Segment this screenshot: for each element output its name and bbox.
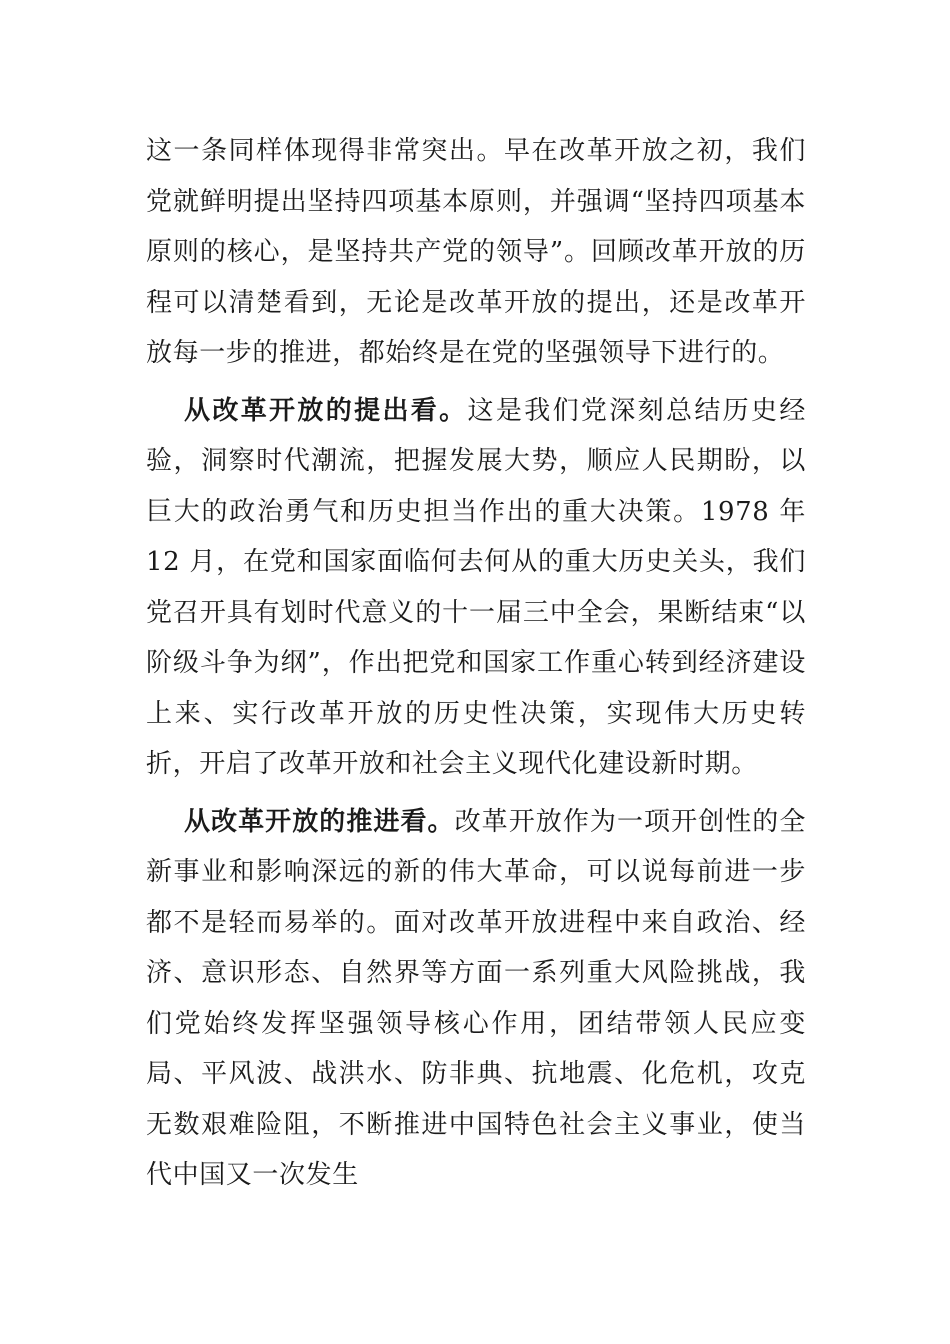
paragraph-text: 改革开放作为一项开创性的全新事业和影响深远的新的伟大革命，可以说每前进一步都不是轻而易举的。面对改革开放进程中来自政治、经济、意识形态、自然界等方面一系列重大风险挑战，我们党始终发挥坚强领导核心作用，团结带领人民应变局、平风波、战洪水、防非典、抗地震、化危机，攻克无数艰难险阻，不断推进中国特色社会主义事业，使当代中国又一次发生: [146, 806, 806, 1190]
paragraph-text: 这是我们党深刻总结历史经验，洞察时代潮流，把握发展大势，顺应人民期盼，以巨大的政治勇气和历史担当作出的重大决策。1978 年 12 月，在党和国家面临何去何从的重大历史关头，我们党召开具有划时代意义的十一届三中全会，果断结束“以阶级斗争为纲”，作出把党和国家工作重心转到经济建设上来、实行改革开放的历史性决策，实现伟大历史转折，开启了改革开放和社会主义现代化建设新时期。: [146, 395, 806, 779]
paragraph-reform-progress: [146, 797, 806, 1201]
paragraph-continuation: [146, 126, 806, 379]
document-body: [146, 126, 806, 1201]
paragraph-lead-heading: 从改革开放的提出看。: [184, 395, 468, 426]
paragraph-lead-heading: 从改革开放的推进看。: [184, 806, 455, 837]
paragraph-reform-proposal: [146, 386, 806, 790]
paragraph-text: 这一条同样体现得非常突出。早在改革开放之初，我们党就鲜明提出坚持四项基本原则，并强调“坚持四项基本原则的核心，是坚持共产党的领导”。回顾改革开放的历程可以清楚看到，无论是改革开放的提出，还是改革开放每一步的推进，都始终是在党的坚强领导下进行的。: [146, 136, 806, 368]
